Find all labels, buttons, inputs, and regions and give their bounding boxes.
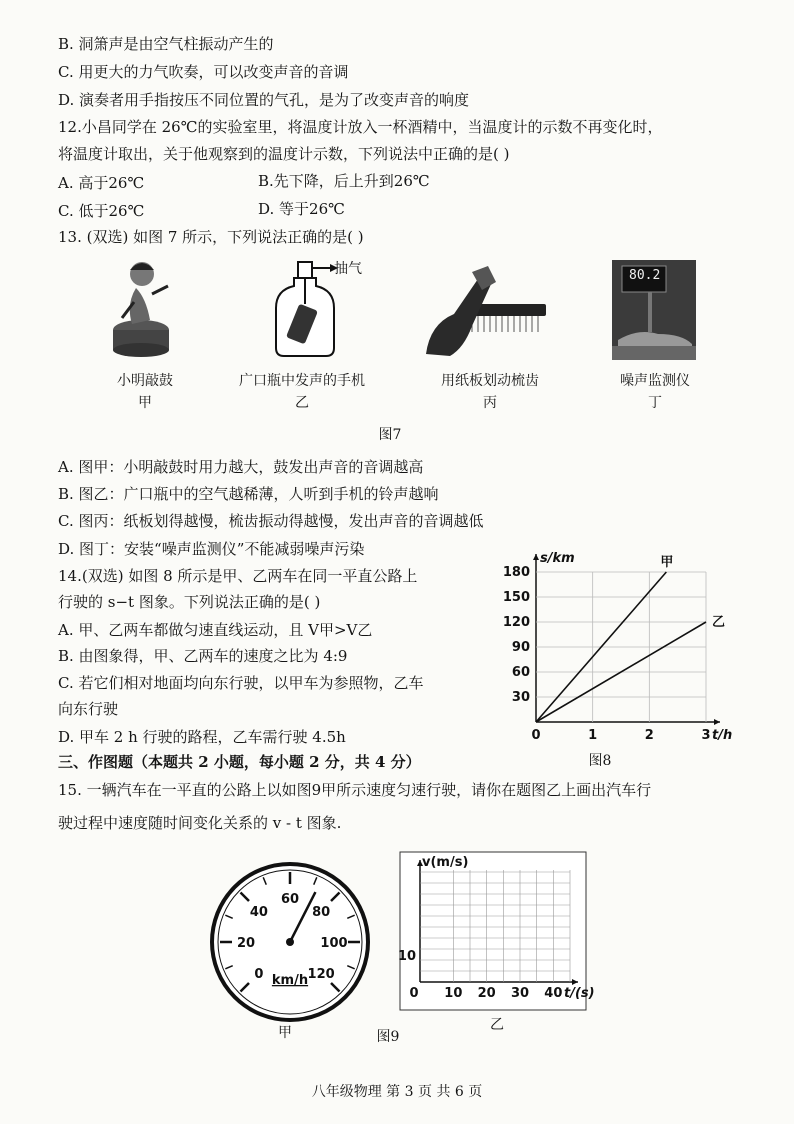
q12-option-d: D. 等于26℃ [258, 200, 345, 218]
q14-option-b: B. 由图象得，甲、乙两车的速度之比为 4:9 [58, 647, 348, 665]
q12-option-a: A. 高于26℃ [58, 174, 145, 192]
q14-option-c: C. 若它们相对地面均向东行驶，以甲车为参照物，乙车 [58, 674, 424, 692]
x-tick-label: 3 [701, 728, 711, 743]
st-graph [500, 550, 733, 750]
figure9-caption: 图9 [376, 1029, 400, 1045]
q12-stem-line2: 将温度计取出，关于他观察到的温度计示数，下列说法中正确的是( ) [58, 145, 510, 163]
q14-option-a: A. 甲、乙两车都做匀速直线运动，且 V甲>V乙 [58, 621, 373, 639]
q13-option-d: D. 图丁：安装“噪声监测仪”不能减弱噪声污染 [58, 540, 365, 558]
x-tick-label: 20 [477, 986, 496, 1001]
y-tick-label: 90 [511, 640, 530, 655]
x-axis-arrow [714, 719, 720, 725]
q13-option-c: C. 图丙：纸板划得越慢，梳齿振动得越慢，发出声音的音调越低 [58, 512, 484, 530]
y-tick-label: 150 [502, 590, 530, 605]
q14-option-d: D. 甲车 2 h 行驶的路程，乙车需行驶 4.5h [58, 728, 346, 746]
q11-option-d: D. 演奏者用手指按压不同位置的气孔，是为了改变声音的响度 [58, 91, 470, 109]
q13-option-b: B. 图乙：广口瓶中的空气越稀薄，人听到手机的铃声越响 [58, 485, 439, 503]
q13-option-a: A. 图甲：小明敲鼓时用力越大，鼓发出声音的音调越高 [58, 458, 424, 476]
drum-illustration [108, 258, 180, 358]
figure9-right-tag: 乙 [490, 1017, 504, 1033]
panel-d-name: 噪声监测仪 [620, 373, 690, 389]
y-axis-arrow [533, 554, 539, 560]
speedo-hub [286, 938, 294, 946]
speedo-label: 0 [254, 967, 264, 983]
figure9-left-tag: 甲 [278, 1025, 292, 1041]
x-tick-label: 0 [531, 728, 541, 743]
speedo-label: 80 [312, 904, 331, 920]
q14-stem-line2: 行驶的 s−t 图象。下列说法正确的是( ) [58, 593, 321, 611]
panel-b-name: 广口瓶中发声的手机 [239, 373, 365, 389]
speedo-label: 40 [249, 904, 268, 920]
pump-label: 抽气 [334, 261, 362, 277]
comb-illustration [420, 262, 555, 362]
section3-heading: 三、作图题（本题共 2 小题，每小题 2 分，共 4 分） [58, 753, 421, 771]
y-tick-label: 30 [511, 690, 530, 705]
speedo-label: 120 [307, 967, 335, 983]
x-tick-label: 40 [544, 986, 563, 1001]
speedo-unit: km/h [271, 973, 309, 988]
q11-option-c: C. 用更大的力气吹奏，可以改变声音的音调 [58, 63, 349, 81]
y-axis-label: v(m/s) [422, 855, 469, 870]
y-axis-label: s/km [540, 551, 575, 566]
speedometer [205, 860, 375, 1025]
q14-option-c-cont: 向东行驶 [58, 700, 119, 718]
y-tick-label: 180 [502, 565, 530, 580]
noise-monitor-reading: 80.2 [629, 268, 661, 283]
figure7-caption: 图7 [378, 427, 402, 443]
speedo-label: 20 [236, 936, 256, 951]
x-axis-label: t/h [712, 728, 733, 743]
panel-c-tag: 丙 [483, 395, 497, 411]
x-tick-label: 0 [409, 986, 419, 1001]
q14-stem-line1: 14.(双选) 如图 8 所示是甲、乙两车在同一平直公路上 [58, 567, 418, 585]
q12-option-c: C. 低于26℃ [58, 202, 145, 220]
x-tick-label: 1 [588, 728, 598, 743]
q11-option-b: B. 洞箫声是由空气柱振动产生的 [58, 35, 274, 53]
q13-stem: 13. (双选) 如图 7 所示，下列说法正确的是( ) [58, 228, 364, 246]
q15-line1: 15. 一辆汽车在一平直的公路上以如图9甲所示速度匀速行驶，请你在题图乙上画出汽车行 [58, 781, 652, 799]
x-axis-label: t/(s) [564, 986, 595, 1001]
panel-d-tag: 丁 [648, 395, 662, 411]
y-tick-label: 120 [502, 615, 530, 630]
x-tick-label: 30 [510, 986, 530, 1001]
q12-option-b: B.先下降，后上升到26℃ [258, 172, 430, 190]
x-tick-label: 10 [444, 986, 463, 1001]
figure8-caption: 图8 [588, 753, 612, 769]
panel-b-tag: 乙 [295, 395, 309, 411]
speedo-label: 60 [280, 892, 300, 907]
series-label-0: 甲 [660, 555, 674, 570]
panel-c-name: 用纸板划动梳齿 [441, 373, 539, 389]
panel-a-tag: 甲 [138, 395, 152, 411]
q12-stem-line1: 12.小昌同学在 26℃的实验室里，将温度计放入一杯酒精中，当温度计的示数不再变化时， [58, 118, 663, 136]
x-tick-label: 2 [644, 728, 654, 743]
series-label-1: 乙 [712, 615, 726, 630]
speedo-label: 100 [320, 936, 348, 951]
y-tick-label: 60 [511, 665, 530, 680]
vt-graph [397, 850, 595, 1015]
panel-a-name: 小明敲鼓 [117, 373, 173, 389]
page-footer: 八年级物理 第 3 页 共 6 页 [311, 1084, 483, 1100]
y-tick-label: 10 [397, 949, 416, 964]
q15-line2: 驶过程中速度随时间变化关系的 v - t 图象. [58, 814, 342, 832]
